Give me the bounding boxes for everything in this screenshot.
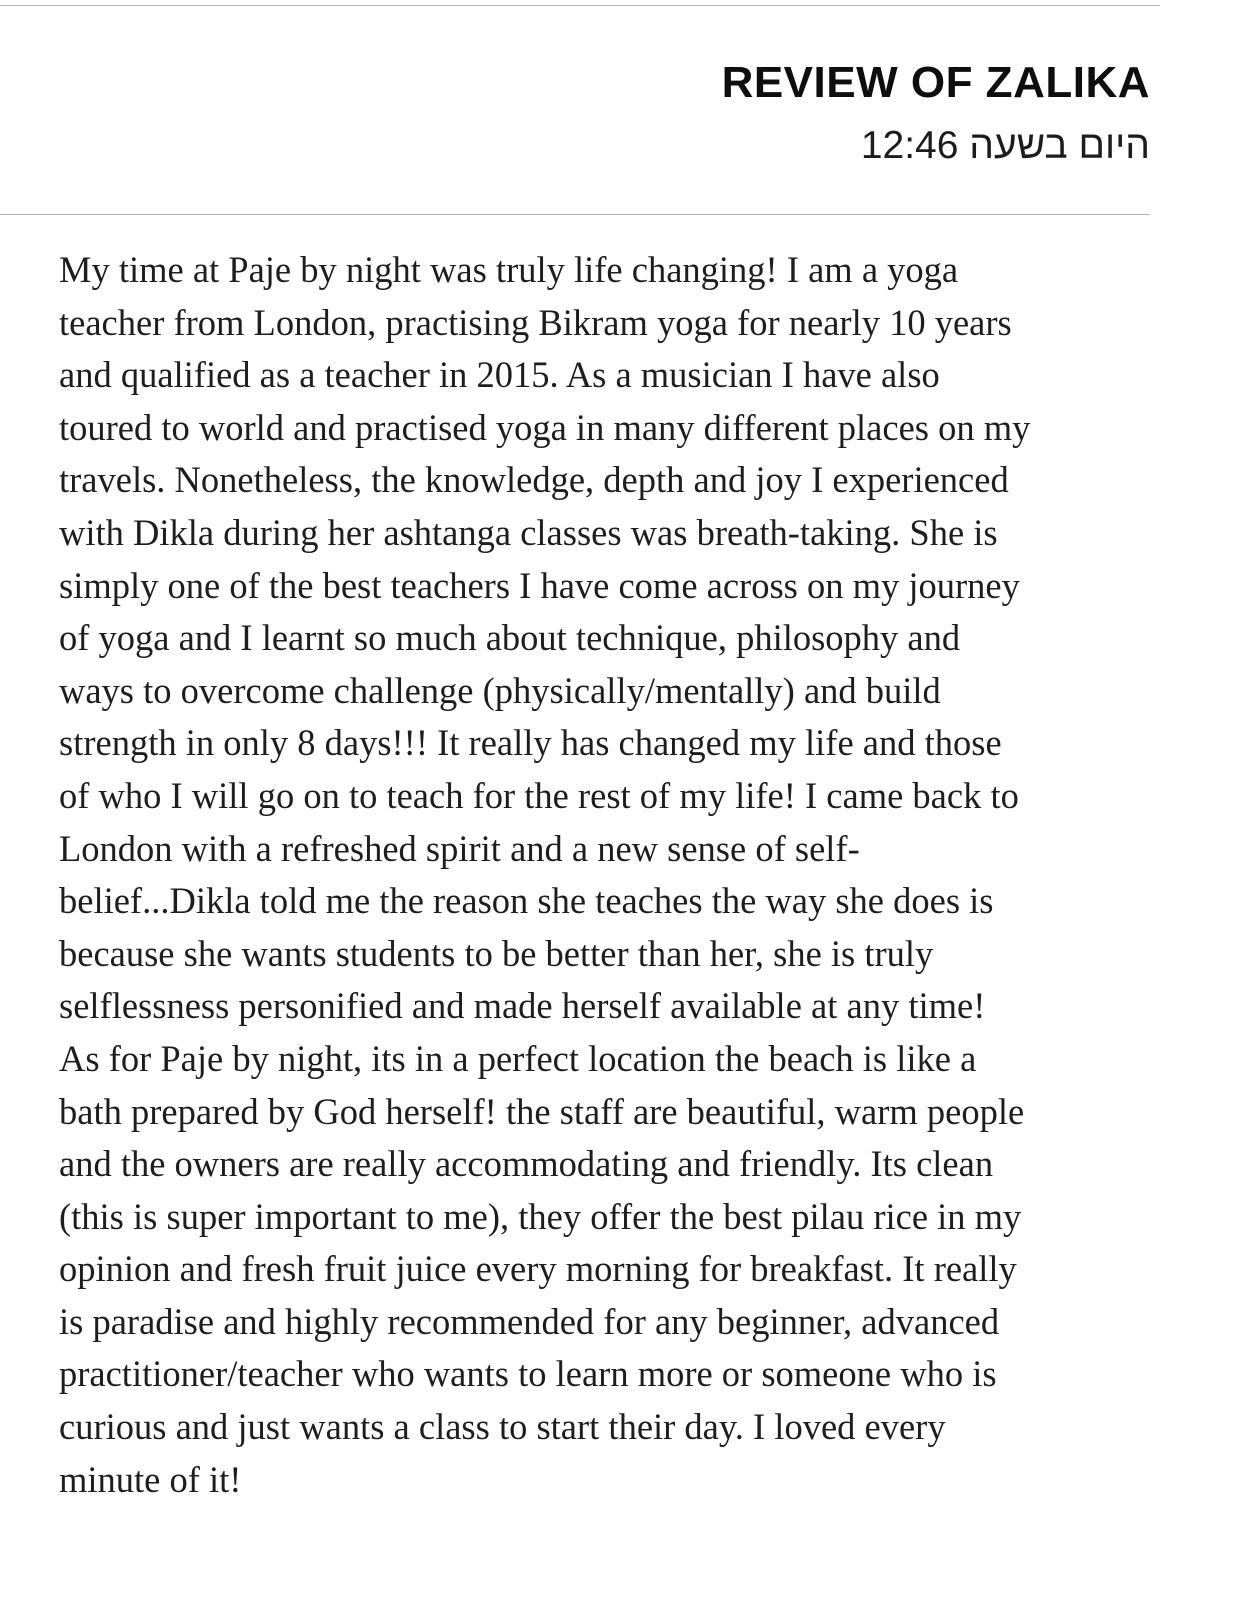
review-line: travels. Nonetheless, the knowledge, depth and joy I experienced <box>59 459 1009 501</box>
review-line: of yoga and I learnt so much about technique, philosophy and <box>59 617 961 659</box>
review-line: belief...Dikla told me the reason she teaches the way she does is <box>59 880 994 922</box>
review-line: selflessness personified and made herself available at any time! <box>59 985 986 1027</box>
review-line: of who I will go on to teach for the rest of my life! I came back to <box>59 774 1019 816</box>
review-line: strength in only 8 days!!! It really has changed my life and those <box>59 722 1002 764</box>
review-line: toured to world and practised yoga in many different places on my <box>59 406 1031 448</box>
review-line: and the owners are really accommodating and friendly. Its clean <box>59 1143 994 1185</box>
review-line: because she wants students to be better than her, she is truly <box>59 932 934 974</box>
review-line: As for Paje by night, its in a perfect location the beach is like a <box>59 1037 977 1079</box>
review-line: teacher from London, practising Bikram yoga for nearly 10 years <box>59 301 1012 343</box>
review-line: practitioner/teacher who wants to learn more or someone who is <box>59 1353 997 1395</box>
review-line: (this is super important to me), they offer the best pilau rice in my <box>59 1195 1022 1237</box>
review-timestamp: היום בשעה 12:46 <box>860 124 1150 167</box>
review-line: with Dikla during her ashtanga classes was breath-taking. She is <box>59 511 998 553</box>
review-line: minute of it! <box>59 1458 242 1500</box>
top-divider <box>0 5 1160 6</box>
review-title: REVIEW OF ZALIKA <box>721 58 1150 107</box>
review-line: simply one of the best teachers I have come across on my journey <box>59 564 1020 606</box>
header-divider <box>0 214 1150 215</box>
review-line: curious and just wants a class to start their day. I loved every <box>59 1406 946 1448</box>
review-line: and qualified as a teacher in 2015. As a musician I have also <box>59 354 940 396</box>
review-header <box>722 56 1150 172</box>
review-line: ways to overcome challenge (physically/mentally) and build <box>59 669 941 711</box>
review-line: London with a refreshed spirit and a new sense of self- <box>59 827 860 869</box>
review-text <box>59 244 1159 1506</box>
review-line: bath prepared by God herself! the staff are beautiful, warm people <box>59 1090 1025 1132</box>
review-line: My time at Paje by night was truly life changing! I am a yoga <box>59 249 959 290</box>
review-line: opinion and fresh fruit juice every morning for breakfast. It really <box>59 1248 1017 1290</box>
review-line: is paradise and highly recommended for any beginner, advanced <box>59 1300 1000 1342</box>
